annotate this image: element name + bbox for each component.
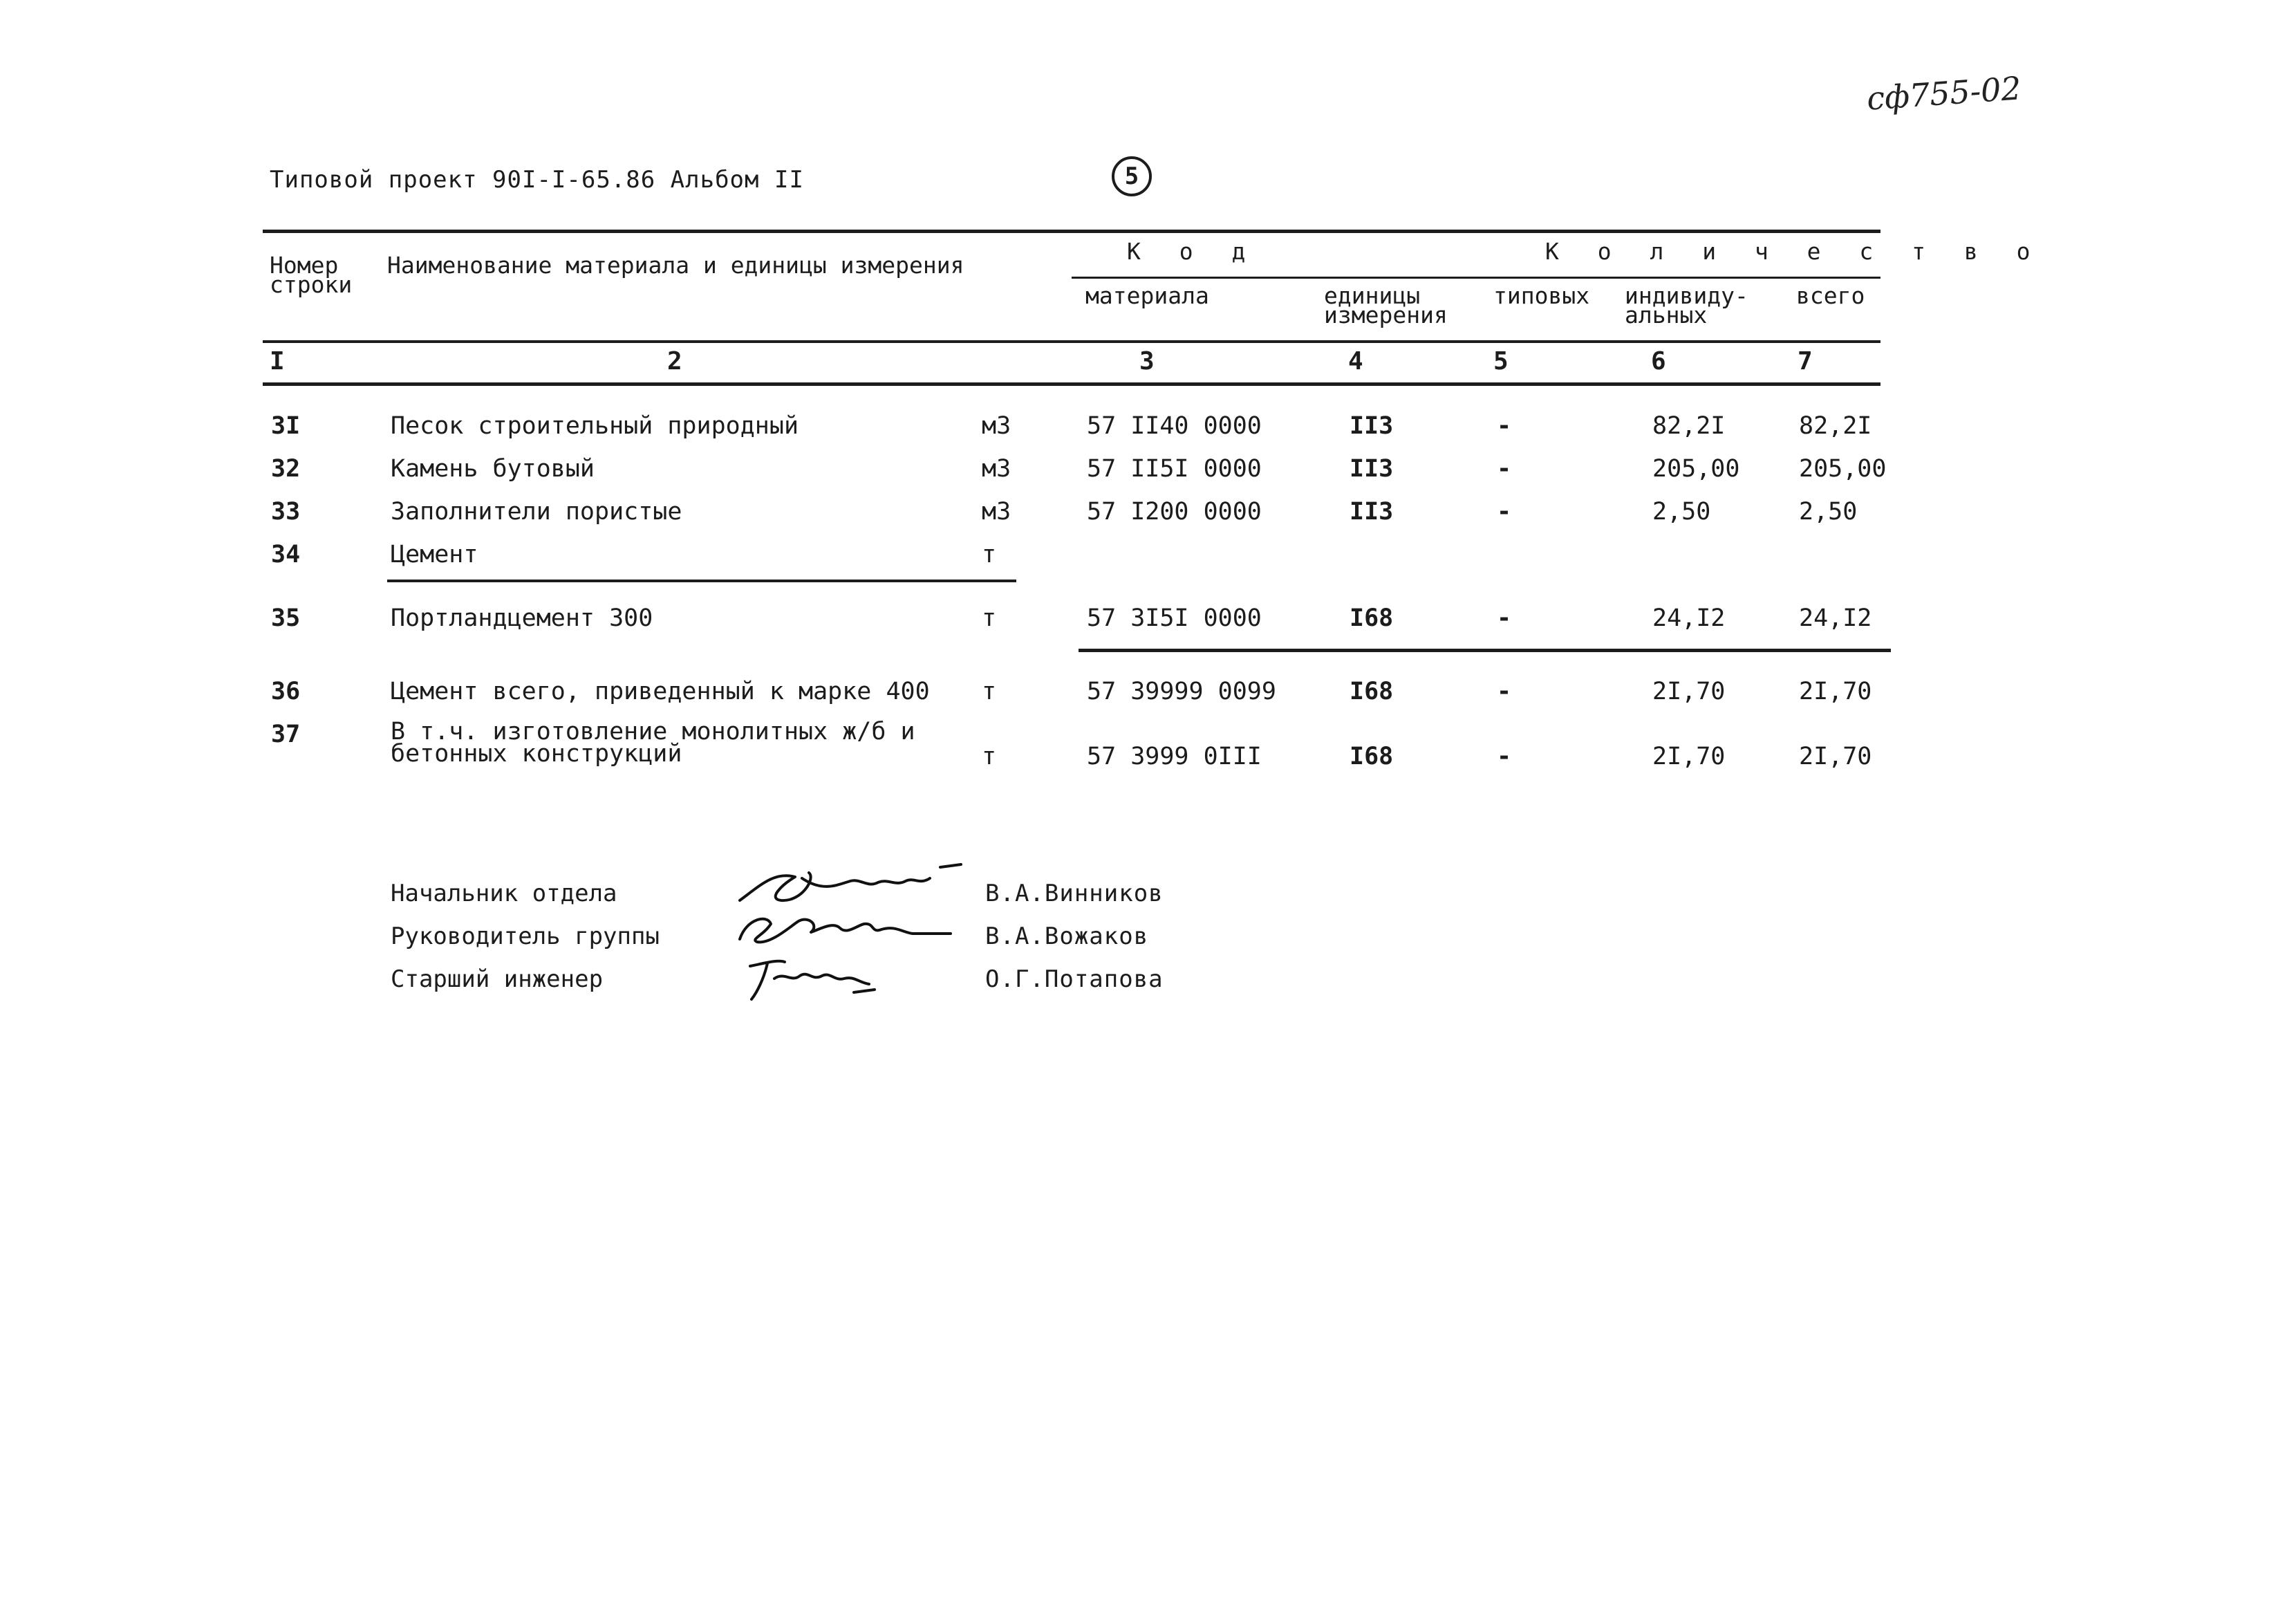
document-title: Типовой проект 90I-I-65.86 Альбом II — [270, 166, 804, 194]
column-number-5: 5 — [1493, 347, 1509, 376]
qty-individual: 2I,70 — [1652, 743, 1726, 770]
header-code-material: материала — [1085, 282, 1209, 309]
qty-typical: - — [1497, 455, 1512, 483]
unit: т — [982, 678, 997, 705]
material-code: 57 3I5I 0000 — [1087, 604, 1262, 632]
material-code: 57 II5I 0000 — [1087, 455, 1262, 483]
header-material-name: Наименование материала и единицы измерения — [387, 252, 964, 279]
material-name: В т.ч. изготовление монолитных ж/б и бетонных конструкций — [391, 718, 915, 768]
unit: т — [982, 743, 997, 770]
signature-role-group-lead: Руководитель группы — [391, 923, 660, 950]
material-code: 57 39999 0099 — [1087, 678, 1276, 705]
handwritten-signature-group-lead — [729, 905, 958, 953]
signature-name-department-head: В.А.Винников — [985, 880, 1164, 907]
row-number: 36 — [271, 678, 301, 705]
column-numbers-bottom-rule — [263, 382, 1880, 386]
qty-individual: 205,00 — [1652, 455, 1740, 483]
material-name: Песок строительный природный — [391, 412, 799, 440]
column-number-6: 6 — [1651, 347, 1666, 376]
row-number: 37 — [271, 721, 301, 748]
header-qty-individual: индивиду- альных — [1625, 282, 1748, 328]
qty-total: 2,50 — [1799, 498, 1858, 526]
material-name: Цемент всего, приведенный к марке 400 — [391, 678, 930, 705]
column-number-1: I — [270, 347, 285, 376]
unit: т — [982, 541, 997, 568]
material-name: Портландцемент 300 — [391, 604, 653, 632]
unit-code: II3 — [1350, 455, 1394, 483]
material-code: 57 I200 0000 — [1087, 498, 1262, 526]
qty-typical: - — [1497, 743, 1512, 770]
page-number: 5 — [1112, 156, 1152, 196]
qty-total: 2I,70 — [1799, 678, 1872, 705]
signature-role-department-head: Начальник отдела — [391, 880, 617, 907]
row-number: 33 — [271, 498, 301, 526]
unit: т — [982, 604, 997, 632]
column-number-7: 7 — [1798, 347, 1813, 376]
unit-code: I68 — [1350, 678, 1394, 705]
header-qty-typical: типовых — [1493, 282, 1590, 309]
qty-typical: - — [1497, 604, 1512, 632]
material-name: Цемент — [391, 541, 478, 568]
row-number: 35 — [271, 604, 301, 632]
qty-typical: - — [1497, 678, 1512, 705]
signature-role-senior-engineer: Старший инженер — [391, 965, 604, 993]
unit: м3 — [982, 498, 1011, 526]
header-code-group: К о д — [1127, 238, 1258, 265]
qty-individual: 82,2I — [1652, 412, 1726, 440]
qty-total: 205,00 — [1799, 455, 1887, 483]
material-code: 57 3999 0III — [1087, 743, 1262, 770]
header-code-unit: единицы измерения — [1324, 282, 1448, 328]
column-number-3: 3 — [1139, 347, 1155, 376]
qty-typical: - — [1497, 498, 1512, 526]
qty-total: 24,I2 — [1799, 604, 1872, 632]
column-number-2: 2 — [667, 347, 682, 376]
document-code-stamp: сф755-02 — [1865, 69, 2023, 118]
unit-code: II3 — [1350, 412, 1394, 440]
qty-total: 82,2I — [1799, 412, 1872, 440]
material-name: Камень бутовый — [391, 455, 595, 483]
unit: м3 — [982, 455, 1011, 483]
qty-individual: 2,50 — [1652, 498, 1711, 526]
table-top-rule — [263, 230, 1880, 233]
signature-name-senior-engineer: О.Г.Потапова — [985, 965, 1164, 993]
cement-subtotal-rule — [1079, 649, 1891, 652]
row-number: 32 — [271, 455, 301, 483]
unit-code: I68 — [1350, 604, 1394, 632]
row-number: 34 — [271, 541, 301, 568]
header-bottom-rule — [263, 340, 1880, 343]
qty-individual: 24,I2 — [1652, 604, 1726, 632]
header-row-number: Номер строки — [270, 252, 353, 298]
material-name: Заполнители пористые — [391, 498, 682, 526]
cement-group-rule — [387, 580, 1016, 582]
qty-typical: - — [1497, 412, 1512, 440]
handwritten-signature-senior-engineer — [736, 951, 888, 1006]
unit-code: I68 — [1350, 743, 1394, 770]
signature-name-group-lead: В.А.Вожаков — [985, 923, 1149, 950]
material-code: 57 II40 0000 — [1087, 412, 1262, 440]
column-number-4: 4 — [1348, 347, 1363, 376]
code-quantity-subrule — [1072, 277, 1880, 279]
qty-total: 2I,70 — [1799, 743, 1872, 770]
header-quantity-group: К о л и ч е с т в о — [1545, 238, 2043, 265]
row-number: 3I — [271, 412, 301, 440]
unit: м3 — [982, 412, 1011, 440]
unit-code: II3 — [1350, 498, 1394, 526]
header-qty-total: всего — [1796, 282, 1865, 309]
qty-individual: 2I,70 — [1652, 678, 1726, 705]
